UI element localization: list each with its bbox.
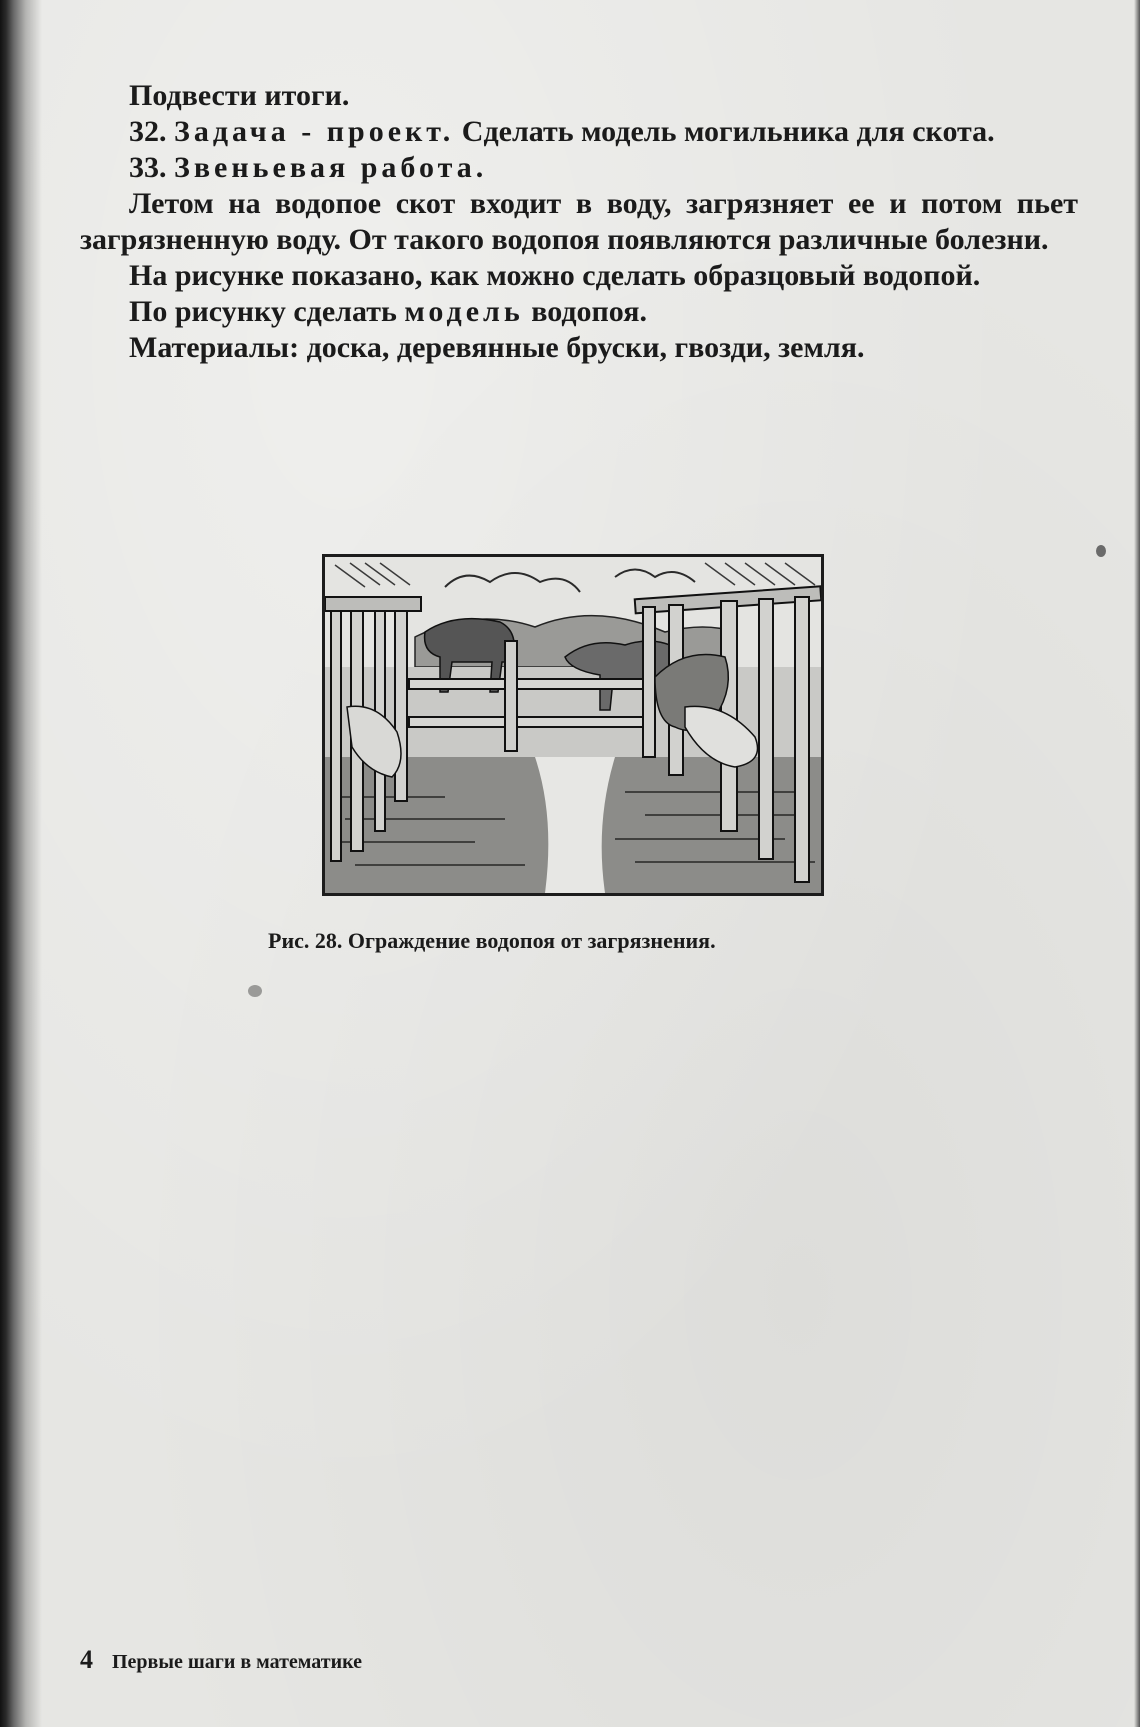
figure-caption: Рис. 28. Ограждение водопоя от загрязнения.	[268, 928, 716, 953]
task-32-body: Сделать модель могильника для скота.	[461, 115, 995, 148]
task-32	[80, 114, 1078, 150]
task-32-number: 32.	[129, 115, 167, 148]
book-title: Первые шаги в математике	[112, 1651, 363, 1673]
fence-rail-upper	[409, 679, 649, 689]
illustration-drawing	[325, 557, 821, 893]
model-prefix: По рисунку сделать	[129, 295, 397, 328]
summary-line: Подвести итоги.	[129, 79, 350, 112]
paragraph-figure: На рисунке показано, как можно сделать образцовый водопой.	[129, 259, 981, 292]
materials-line: Материалы: доска, деревянные бруски, гвозди, земля.	[129, 331, 865, 364]
watering-place-illustration	[322, 554, 824, 896]
fence-rail-lower	[409, 717, 649, 727]
page-edge	[1134, 0, 1140, 1727]
binding-shadow	[0, 0, 42, 1727]
fence-center-post	[505, 641, 517, 751]
page-footer	[80, 1645, 362, 1675]
task-33-number: 33.	[129, 151, 167, 184]
fence-beam-left	[325, 597, 421, 611]
model-instruction	[80, 294, 1078, 330]
print-speck	[1096, 545, 1106, 557]
task-33-label: Звеньевая работа.	[174, 151, 488, 184]
page-number: 4	[80, 1645, 93, 1674]
task-32-label: Задача - проект.	[174, 115, 455, 148]
model-suffix: водопоя.	[531, 295, 647, 328]
task-33	[80, 150, 1078, 186]
print-speck	[248, 985, 262, 997]
paragraph-summer: Летом на водопое скот входит в воду, загрязняет ее и потом пьет загрязненную воду. От такого водопоя появляются различные болезни.	[80, 187, 1078, 256]
model-word: модель	[404, 295, 524, 328]
body-text	[80, 78, 1078, 366]
